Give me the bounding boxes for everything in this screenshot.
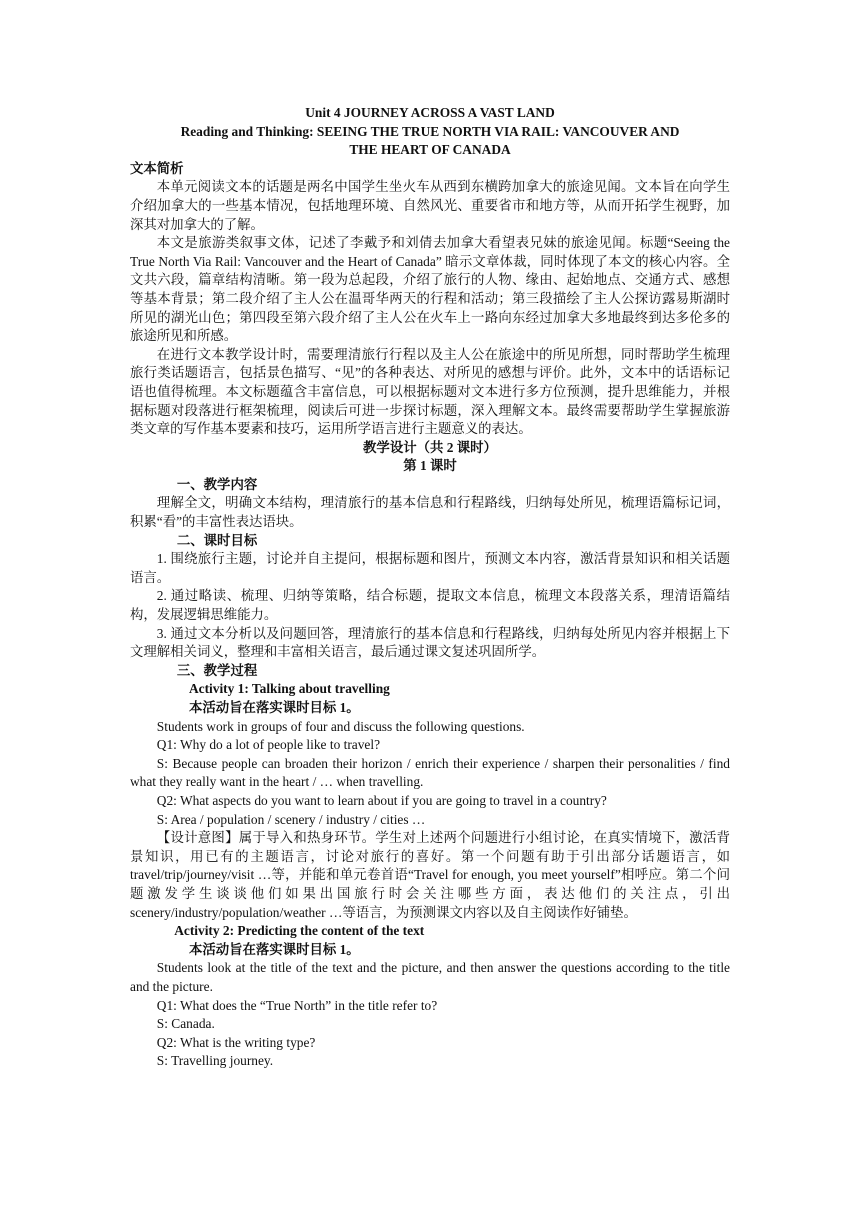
analysis-heading: 文本简析 (130, 160, 184, 176)
activity1-q1: Q1: Why do a lot of people like to travel? (156, 737, 381, 753)
activity2-a1: S: Canada. (156, 1016, 215, 1032)
reading-title-line2: THE HEART OF CANADA (349, 142, 511, 158)
analysis-paragraph-1: 本单元阅读文本的话题是两名中国学生坐火车从西到东横跨加拿大的旅途见闻。文本旨在向学生介绍加拿大的一些基本情况，包括地理环境、自然风光、重要省市和地方等，从而开拓学生视野，加深其对加拿大的了解。 (130, 179, 730, 232)
activity2-a2: S: Travelling journey. (156, 1053, 274, 1069)
activity2-q1: Q1: What does the “True North” in the title refer to? (156, 997, 438, 1013)
content-text: 理解全文，明确文本结构，理清旅行的基本信息和行程路线，归纳每处所见，梳理语篇标记词，积累“看”的丰富性表达语块。 (130, 495, 730, 530)
analysis-paragraph-2: 本文是旅游类叙事文体，记述了李戴予和刘倩去加拿大看望表兄妹的旅途见闻。标题“Seeing the True North Via Rail: Vancouver and the Heart of Canada” 暗示文章体裁，同时体现了本文的核心内容。全文共六段，篇章结构清晰。第一段为总起段，介绍了旅行的人物、缘由、起始地点、交通方式、感想等基本背景；第二段介绍了主人公在温哥华两天的行程和活动；第三段描绘了主人公探访露易斯湖时所见的湖光山色；第四段至第六段介绍了主人公在火车上一路向东经过加拿大多地最终到达多伦多的旅途所见和所感。 (130, 235, 730, 344)
objective-item-3: 3. 通过文本分析以及问题回答，理清旅行的基本信息和行程路线，归纳每处所见内容并根据上下文理解相关词义，整理和丰富相关语言，最后通过课文复述巩固所学。 (130, 625, 730, 660)
activity1-intent: 【设计意图】属于导入和热身环节。学生对上述两个问题进行小组讨论，在真实情境下，激活背景知识，用已有的主题语言，讨论对旅行的喜好。第一个问题有助于引出部分话题语言，如 travel/trip/journey/visit …等，并能和单元卷首语“Travel for enough, you meet yourself”相呼应。第二个问题激发学生谈谈他们如果出国旅行时会关注哪些方面，表达他们的关注点，引出 scenery/industry/population/weather …等语言，为预测课文内容以及自主阅读作好铺垫。 (130, 830, 730, 920)
content-heading: 一、教学内容 (176, 476, 258, 492)
activity1-intro: Students work in groups of four and discuss the following questions. (156, 718, 525, 734)
activity2-title: Activity 2: Predicting the content of the text (174, 923, 425, 939)
design-heading: 教学设计（共 2 课时） (363, 439, 497, 455)
activity1-aim: 本活动旨在落实课时目标 1。 (188, 700, 360, 715)
process-heading: 三、教学过程 (176, 662, 258, 678)
analysis-paragraph-3: 在进行文本教学设计时，需要理清旅行行程以及主人公在旅途中的所见所想，同时帮助学生梳理旅行类话题语言，包括景色描写、“见”的各种表达、对所见的感想与评价。此外，文本中的话语标记语也值得梳理。本文标题蕴含丰富信息，可以根据标题对文本进行多方位预测，提升思维能力，并根据标题对段落进行框架梳理，阅读后可进一步探讨标题，深入理解文本。最终需要帮助学生掌握旅游类文章的写作基本要素和技巧，运用所学语言进行主题意义的表达。 (130, 346, 730, 437)
activity1-a1: S: Because people can broaden their horizon / enrich their experience / sharpen their personalities / find what they really want in the heart / … when travelling. (130, 755, 730, 790)
activity2-intro: Students look at the title of the text and the picture, and then answer the questions according to the title and the picture. (130, 960, 730, 994)
objective-item-1: 1. 围绕旅行主题，讨论并自主提问，根据标题和图片，预测文本内容，激活背景知识和相关话题语言。 (130, 551, 730, 585)
activity1-title: Activity 1: Talking about travelling (188, 681, 390, 697)
reading-title-line1: Reading and Thinking: SEEING THE TRUE NORTH VIA RAIL: VANCOUVER AND (180, 123, 680, 139)
objectives-heading: 二、课时目标 (176, 532, 258, 548)
lesson-heading: 第 1 课时 (403, 458, 457, 474)
activity1-q2: Q2: What aspects do you want to learn about if you are going to travel in a country? (156, 792, 607, 808)
activity2-aim: 本活动旨在落实课时目标 1。 (188, 941, 360, 957)
objective-item-2: 2. 通过略读、梳理、归纳等策略，结合标题，提取文本信息，梳理文本段落关系，理清语篇结构，发展逻辑思维能力。 (130, 588, 730, 623)
document-page (130, 104, 730, 1071)
unit-title: Unit 4 JOURNEY ACROSS A VAST LAND (305, 105, 555, 120)
activity2-q2: Q2: What is the writing type? (156, 1034, 316, 1050)
activity1-a2: S: Area / population / scenery / industry / cities … (156, 811, 426, 827)
